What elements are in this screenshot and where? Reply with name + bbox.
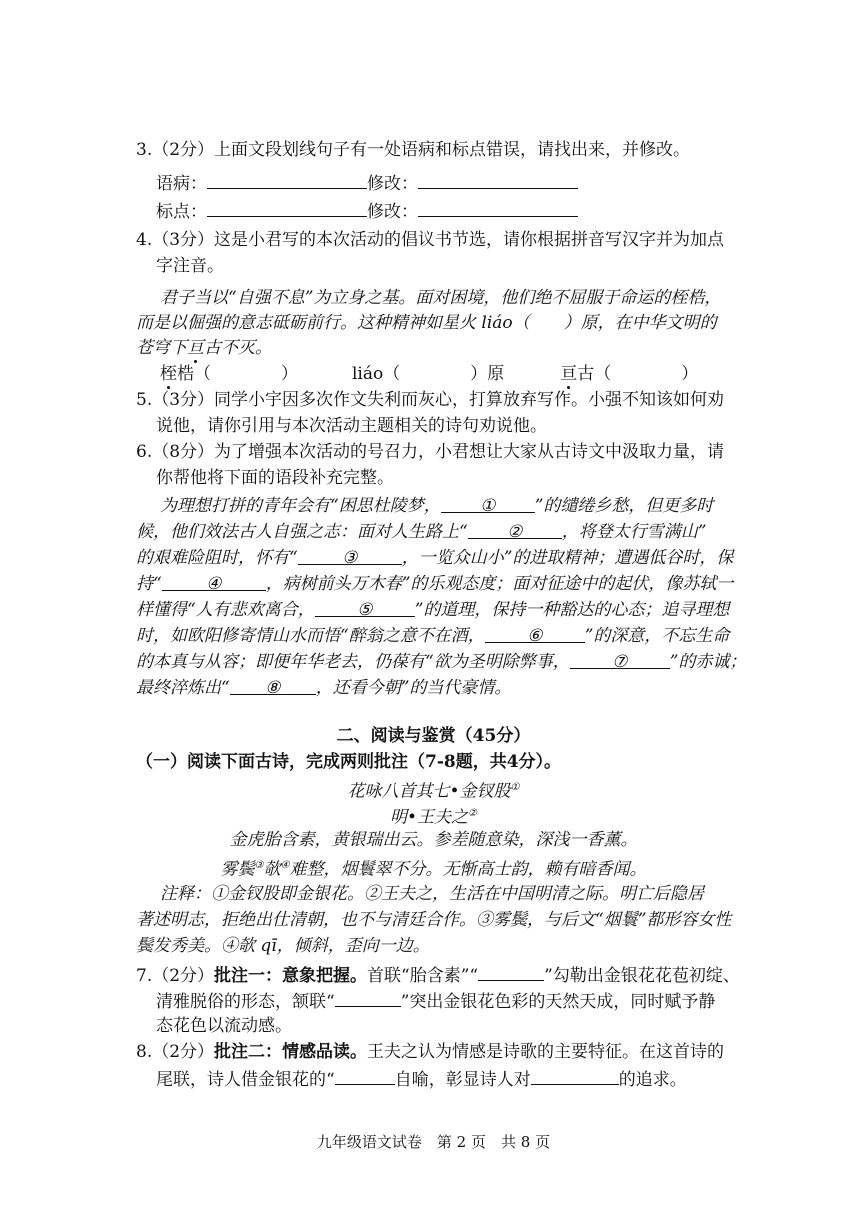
blank-8[interactable]: ⑧	[230, 676, 316, 695]
punct-label: 标点：	[156, 202, 207, 222]
dotted-char: 亘	[560, 364, 578, 384]
q6-para-line3	[136, 546, 733, 570]
q6-para-line5	[136, 598, 729, 622]
q8-text: 王夫之认为情感是诗歌的主要特征。在这首诗的	[367, 1042, 725, 1062]
q8-text: 的追求。	[618, 1070, 687, 1090]
q6-para-line6	[136, 624, 729, 648]
blank-3[interactable]: ③	[298, 546, 402, 565]
q4-passage-line1: 君子当以“自强不息”为立身之基。面对困境，他们绝不屈服于命运的桎梏，	[160, 288, 722, 308]
passage-text: 苍穹下	[136, 338, 187, 358]
para-text: 的本真与从容；即便年华老去，仍葆有“欲为圣明除弊事，	[136, 652, 570, 672]
fix-label-2: 修改：	[367, 202, 418, 222]
paren-close: ）原	[470, 364, 505, 384]
q7-text: 首联“胎含素”“	[367, 966, 479, 986]
blank-5[interactable]: ⑤	[315, 598, 415, 617]
poem-author	[0, 802, 867, 830]
q8-text: 自喻，彰显诗人对	[394, 1070, 531, 1090]
punct-fix-blank[interactable]	[418, 198, 578, 217]
q4-answer-row	[160, 362, 698, 386]
q6-para-line8	[136, 676, 511, 700]
q7-text: ”勾勒出金银花花苞初绽、	[544, 966, 740, 986]
poem-line-2	[0, 854, 867, 882]
q7-text: 清雅脱俗的形态，颔联“	[156, 992, 335, 1012]
q4-prompt-line2: 字注音。	[156, 256, 224, 276]
blank-4[interactable]: ④	[162, 572, 266, 591]
para-text: ，还看今朝”的当代豪情。	[315, 678, 512, 698]
q4-passage-line3	[136, 336, 272, 360]
notes-line2: 著述明志，拒绝出仕清朝，也不与清廷合作。③雾鬓，与后文“烟鬟”都形容女性	[136, 910, 732, 930]
poem-author-text: 明•王夫之	[390, 807, 469, 828]
para-text: 最终淬炼出“	[136, 678, 230, 698]
grammar-fix-blank[interactable]	[418, 170, 578, 189]
q7-number: 7.（2分）	[136, 966, 215, 986]
grammar-label: 语病：	[156, 174, 207, 194]
grammar-answer-blank[interactable]	[207, 170, 367, 189]
q7-text: ”突出金银花色彩的天然天成，同时赋予静	[400, 992, 716, 1012]
para-text: 的艰难险阻时，怀有“	[136, 548, 298, 568]
poem-text: 欹	[263, 859, 281, 880]
para-text: 候，他们效法古人自强之志：面对人生路上“	[136, 522, 468, 542]
q8-blank-2[interactable]	[531, 1066, 619, 1085]
paren-close: ）	[681, 364, 699, 384]
q7-line1	[136, 962, 740, 988]
dotted-char: 亘	[187, 338, 204, 358]
fix-label: 修改：	[367, 174, 418, 194]
paren-close: ）	[281, 364, 298, 384]
q5-prompt-line2: 说他，请你引用与本次活动主题相关的诗句劝说他。	[156, 416, 547, 436]
poem-line-1: 金虎胎含素，黄银瑞出云。参差随意染，深浅一香薰。	[229, 830, 638, 850]
q3-prompt: 3.（2分）上面文段划线句子有一处语病和标点错误，请找出来，并修改。	[136, 140, 691, 160]
q7-line2	[156, 988, 715, 1014]
para-text: ”的缱绻乡愁，但更多时	[534, 496, 714, 516]
q3-punct-row	[156, 198, 578, 224]
blank-1[interactable]: ①	[441, 494, 535, 513]
answer-label: 古（	[577, 364, 612, 384]
para-text: 时，如欧阳修寄情山水而悟“醉翁之意不在酒，	[136, 626, 485, 646]
q8-number: 8.（2分）	[136, 1042, 215, 1062]
para-text: 样懂得“人有悲欢离合，	[136, 600, 315, 620]
q4-prompt-line1: 4.（3分）这是小君写的本次活动的倡议书节选，请你根据拼音写汉字并为加点	[136, 230, 725, 250]
notes-line3: 鬓发秀美。④欹 qī，倾斜，歪向一边。	[136, 936, 430, 956]
notes-line1: 注释：①金钗股即金银花。②王夫之，生活在中国明清之际。明亡后隐居	[160, 884, 704, 904]
para-text: ”的深意，不忘生命	[584, 626, 730, 646]
q8-line2	[156, 1066, 687, 1092]
poem-text: 难整，烟鬟翠不分。无惭高士韵，赖有暗香闻。	[289, 859, 647, 880]
poem-title-text: 花咏八首其七•金钗股	[347, 781, 511, 802]
punct-answer-blank[interactable]	[207, 198, 367, 217]
answer-label: liáo（	[352, 364, 401, 384]
q6-para-line7	[136, 650, 746, 674]
para-text: ”的道理，保持一种豁达的心态；追寻理想	[414, 600, 730, 620]
section-subtitle: （一）阅读下面古诗，完成两则批注（7-8题，共4分）。	[136, 752, 562, 772]
q8-annotation-label: 批注二：情感品读。	[214, 1042, 368, 1062]
para-text: 持“	[136, 574, 162, 594]
q7-line3: 态花色以流动感。	[156, 1016, 292, 1036]
blank-6[interactable]: ⑥	[485, 624, 585, 643]
q6-para-line2	[136, 520, 706, 544]
para-text: 为理想打拼的青年会有“困思杜陵梦，	[160, 496, 441, 516]
footnote-mark: ④	[280, 860, 290, 871]
blank-7[interactable]: ⑦	[570, 650, 670, 669]
blank-2[interactable]: ②	[468, 520, 562, 539]
q6-prompt-line2: 你帮他将下面的语段补充完整。	[156, 468, 394, 488]
passage-text: 古不灭。	[204, 338, 272, 358]
q7-annotation-label: 批注一：意象把握。	[214, 966, 368, 986]
footnote-mark: ②	[468, 808, 477, 819]
dotted-char: 桎	[160, 364, 177, 384]
q5-prompt-line1: 5.（3分）同学小宇因多次作文失利而灰心，打算放弃写作。小强不知该如何劝	[136, 390, 725, 410]
q6-prompt-line1: 6.（8分）为了增强本次活动的号召力，小君想让大家从古诗文中汲取力量，请	[136, 442, 725, 462]
q3-grammar-row	[156, 170, 578, 196]
q6-para-line1	[160, 494, 713, 518]
poem-title	[0, 776, 867, 804]
q8-blank-1[interactable]	[335, 1066, 395, 1085]
q7-blank-1[interactable]	[478, 962, 544, 981]
poem-text: 雾鬓	[220, 859, 255, 880]
footnote-mark: ①	[510, 782, 520, 793]
page-footer: 九年级语文试卷 第 2 页 共 8 页	[316, 1133, 551, 1151]
section-title: 二、阅读与鉴赏（45分）	[336, 726, 531, 746]
q4-passage-line2: 而是以倔强的意志砥砺前行。这种精神如星火 liáo（ ）原，在中华文明的	[136, 313, 717, 333]
q8-text: 尾联，诗人借金银花的“	[156, 1070, 335, 1090]
footnote-mark: ③	[254, 860, 264, 871]
answer-label: 梏（	[177, 364, 211, 384]
q6-para-line4	[136, 572, 733, 596]
q8-line1	[136, 1040, 724, 1064]
para-text: ，将登太行雪满山”	[561, 522, 707, 542]
para-text: ，病树前头万木春”的乐观态度；面对征途中的起伏，像苏轼一	[265, 574, 734, 594]
q7-blank-2[interactable]	[335, 988, 401, 1007]
para-text: ”的赤诚；	[669, 652, 747, 672]
para-text: ，一览众山小”的进取精神；遭遇低谷时，保	[401, 548, 734, 568]
